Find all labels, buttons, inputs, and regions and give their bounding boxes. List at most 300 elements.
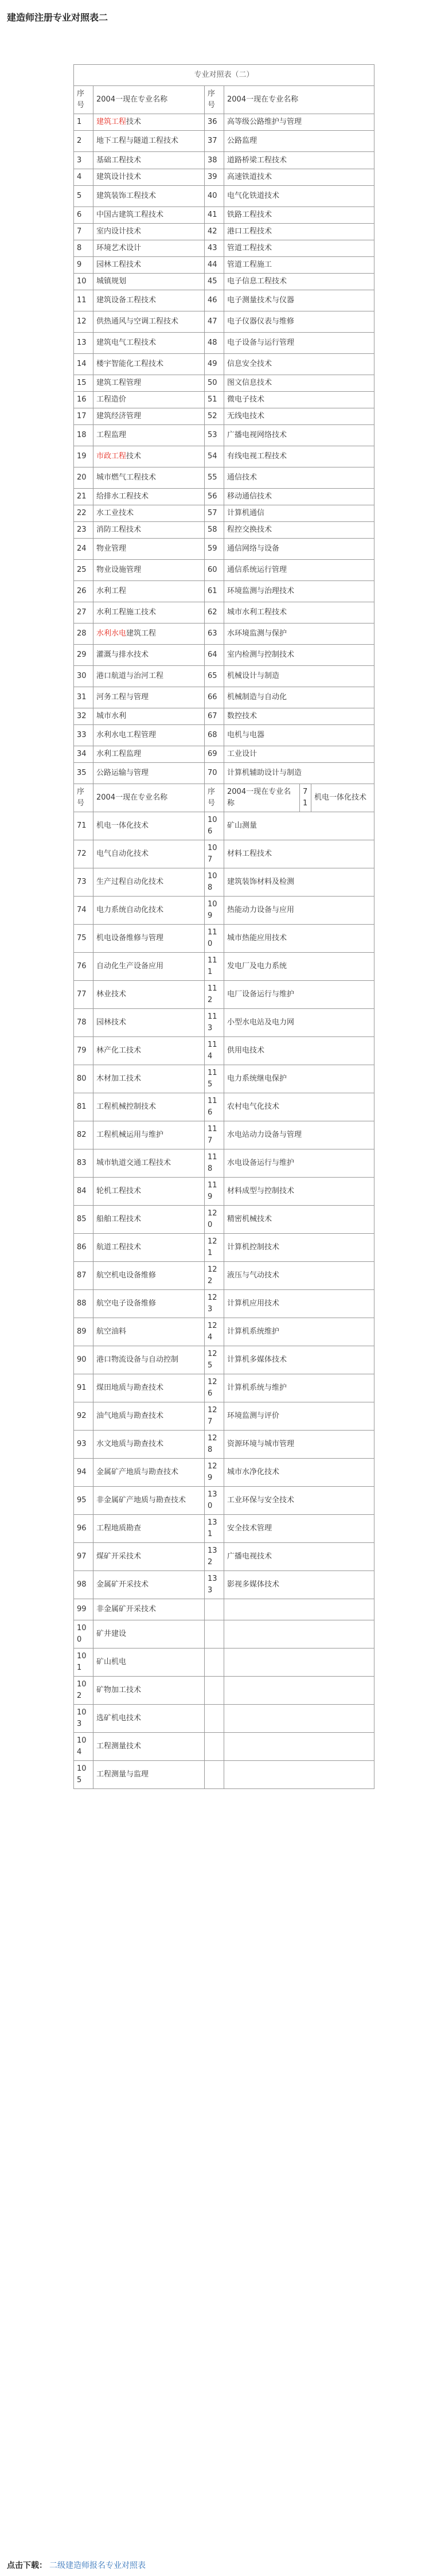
table-row <box>74 505 374 522</box>
row-no: 94 <box>74 1459 93 1487</box>
row-major: 工程测量与监理 <box>93 1761 205 1789</box>
row-major: 环境艺术设计 <box>93 240 205 257</box>
row-no: 131 <box>205 1515 224 1543</box>
table-row <box>74 1318 374 1346</box>
row-major: 市政工程技术 <box>93 446 205 467</box>
row-no: 97 <box>74 1543 93 1571</box>
row-no: 110 <box>205 925 224 953</box>
row-no: 90 <box>74 1346 93 1374</box>
row-no: 47 <box>205 311 224 333</box>
row-major: 公路监理 <box>224 131 374 152</box>
row-major: 煤矿开采技术 <box>93 1543 205 1571</box>
row-no: 49 <box>205 354 224 375</box>
row-major <box>224 1677 374 1705</box>
table-row <box>74 868 374 897</box>
row-no: 121 <box>205 1234 224 1262</box>
table-row <box>74 311 374 333</box>
row-major: 楼宇智能化工程技术 <box>93 354 205 375</box>
row-major: 环境监测与评价 <box>224 1402 374 1431</box>
row-no: 27 <box>74 602 93 623</box>
table-row <box>74 1459 374 1487</box>
row-no: 66 <box>205 687 224 708</box>
row-no: 109 <box>205 897 224 925</box>
row-major: 建筑设计技术 <box>93 169 205 186</box>
table-row <box>74 953 374 981</box>
row-no: 50 <box>205 375 224 392</box>
row-no: 11 <box>74 290 93 311</box>
row-major: 港口物流设备与自动控制 <box>93 1346 205 1374</box>
table-row <box>74 1374 374 1402</box>
table-row <box>74 274 374 290</box>
row-major: 煤田地质与勘查技术 <box>93 1374 205 1402</box>
row-major: 河务工程与管理 <box>93 687 205 708</box>
row-no: 92 <box>74 1402 93 1431</box>
table-row <box>74 1290 374 1318</box>
row-major: 矿物加工技术 <box>93 1677 205 1705</box>
table-row <box>74 1037 374 1065</box>
row-no: 69 <box>205 746 224 763</box>
row-major: 程控交换技术 <box>224 522 374 539</box>
row-major: 微电子技术 <box>224 392 374 408</box>
row-major: 建筑工程管理 <box>93 375 205 392</box>
row-major: 园林技术 <box>93 1009 205 1037</box>
row-major <box>224 1649 374 1677</box>
row-major: 广播电视技术 <box>224 1543 374 1571</box>
table-row <box>74 602 374 623</box>
row-major: 铁路工程技术 <box>224 207 374 224</box>
table-row <box>74 207 374 224</box>
row-no: 120 <box>205 1206 224 1234</box>
row-no: 67 <box>205 708 224 725</box>
row-no: 126 <box>205 1374 224 1402</box>
row-no: 68 <box>205 725 224 746</box>
row-major: 移动通信技术 <box>224 489 374 505</box>
row-no: 48 <box>205 333 224 354</box>
table-row <box>74 290 374 311</box>
table-row <box>74 897 374 925</box>
row-major: 材料工程技术 <box>224 840 374 868</box>
highlighted-keyword[interactable]: 建筑工程 <box>96 118 127 126</box>
row-major: 工程机械运用与维护 <box>93 1121 205 1149</box>
row-major: 建筑装饰工程技术 <box>93 186 205 207</box>
row-major: 液压与气动技术 <box>224 1262 374 1290</box>
row-no: 37 <box>205 131 224 152</box>
header-extra-major: 机电一体化技术 <box>311 784 374 812</box>
row-major: 道路桥梁工程技术 <box>224 152 374 169</box>
row-major: 农村电气化技术 <box>224 1093 374 1121</box>
row-major <box>224 1620 374 1649</box>
download-link[interactable]: 二级建造师报名专业对照表 <box>49 2561 146 2570</box>
table-row <box>74 1543 374 1571</box>
row-no: 2 <box>74 131 93 152</box>
row-major: 机械制造与自动化 <box>224 687 374 708</box>
row-major: 工程地质勘查 <box>93 1515 205 1543</box>
table-row <box>74 1677 374 1705</box>
row-no: 6 <box>74 207 93 224</box>
row-major: 发电厂及电力系统 <box>224 953 374 981</box>
row-major: 电子测量技术与仪器 <box>224 290 374 311</box>
row-no: 59 <box>205 539 224 560</box>
row-major: 城市水利 <box>93 708 205 725</box>
row-major: 城市燃气工程技术 <box>93 467 205 489</box>
row-major: 工业设计 <box>224 746 374 763</box>
table-row <box>74 1234 374 1262</box>
row-no: 28 <box>74 623 93 645</box>
header-extra-no: 71 <box>300 784 311 812</box>
row-major: 计算机多媒体技术 <box>224 1346 374 1374</box>
table-row <box>74 152 374 169</box>
row-major: 林产化工技术 <box>93 1037 205 1065</box>
row-major: 热能动力设备与应用 <box>224 897 374 925</box>
row-no: 33 <box>74 725 93 746</box>
row-no: 108 <box>205 868 224 897</box>
table-row <box>74 581 374 602</box>
row-major: 航空电子设备维修 <box>93 1290 205 1318</box>
row-no: 15 <box>74 375 93 392</box>
row-no: 46 <box>205 290 224 311</box>
row-no: 8 <box>74 240 93 257</box>
row-major: 建筑经济管理 <box>93 408 205 425</box>
table-row <box>74 1599 374 1620</box>
row-major: 水利工程监理 <box>93 746 205 763</box>
row-no: 41 <box>205 207 224 224</box>
table-row <box>74 812 374 840</box>
table-row <box>74 645 374 666</box>
row-no: 14 <box>74 354 93 375</box>
row-major: 广播电视网络技术 <box>224 425 374 446</box>
table-row <box>74 687 374 708</box>
header-major: 2004一现在专业名称 <box>224 784 300 812</box>
header-major: 2004一现在专业名称 <box>93 784 205 812</box>
table-row <box>74 392 374 408</box>
table-row <box>74 840 374 868</box>
row-no: 61 <box>205 581 224 602</box>
table-row <box>74 1065 374 1093</box>
row-no: 74 <box>74 897 93 925</box>
table-row <box>74 539 374 560</box>
row-no: 34 <box>74 746 93 763</box>
row-major: 水利水电建筑工程 <box>93 623 205 645</box>
row-no: 80 <box>74 1065 93 1093</box>
row-no <box>205 1761 224 1789</box>
row-major: 图文信息技术 <box>224 375 374 392</box>
row-no: 102 <box>74 1677 93 1705</box>
table-row <box>74 1705 374 1733</box>
row-no: 78 <box>74 1009 93 1037</box>
row-major: 建筑设备工程技术 <box>93 290 205 311</box>
row-no: 64 <box>205 645 224 666</box>
table-row <box>74 981 374 1009</box>
row-major: 室内检测与控制技术 <box>224 645 374 666</box>
table-row <box>74 763 374 784</box>
row-no: 5 <box>74 186 93 207</box>
row-no: 40 <box>205 186 224 207</box>
row-no: 117 <box>205 1121 224 1149</box>
row-no: 58 <box>205 522 224 539</box>
row-no: 93 <box>74 1431 93 1459</box>
row-no: 56 <box>205 489 224 505</box>
row-no: 62 <box>205 602 224 623</box>
row-no: 98 <box>74 1571 93 1599</box>
row-no: 106 <box>205 812 224 840</box>
row-major: 水环境监测与保护 <box>224 623 374 645</box>
header-major: 2004一现在专业名称 <box>224 86 374 114</box>
row-no: 82 <box>74 1121 93 1149</box>
row-major: 数控技术 <box>224 708 374 725</box>
row-no: 132 <box>205 1543 224 1571</box>
row-major <box>224 1705 374 1733</box>
row-no: 3 <box>74 152 93 169</box>
row-no: 89 <box>74 1318 93 1346</box>
row-no: 105 <box>74 1761 93 1789</box>
row-no: 12 <box>74 311 93 333</box>
row-major: 工程监理 <box>93 425 205 446</box>
row-major: 通信网络与设备 <box>224 539 374 560</box>
row-no: 115 <box>205 1065 224 1093</box>
row-major: 木材加工技术 <box>93 1065 205 1093</box>
row-major: 水文地质与勘查技术 <box>93 1431 205 1459</box>
table-row <box>74 666 374 687</box>
row-major: 建筑装饰材料及检测 <box>224 868 374 897</box>
row-no: 84 <box>74 1178 93 1206</box>
major-comparison-table <box>73 64 374 1789</box>
row-major: 电子设备与运行管理 <box>224 333 374 354</box>
row-major: 城市水利工程技术 <box>224 602 374 623</box>
row-no: 99 <box>74 1599 93 1620</box>
row-major <box>224 1761 374 1789</box>
row-no: 45 <box>205 274 224 290</box>
table-header-row <box>74 784 374 812</box>
table-row <box>74 425 374 446</box>
table-row <box>74 1733 374 1761</box>
row-major: 城市水净化技术 <box>224 1459 374 1487</box>
row-major: 室内设计技术 <box>93 224 205 240</box>
table-row <box>74 1515 374 1543</box>
row-no: 125 <box>205 1346 224 1374</box>
row-no: 36 <box>205 114 224 131</box>
row-major: 电气化铁道技术 <box>224 186 374 207</box>
row-no: 73 <box>74 868 93 897</box>
row-no: 1 <box>74 114 93 131</box>
row-major: 电子仪器仪表与维修 <box>224 311 374 333</box>
row-no: 111 <box>205 953 224 981</box>
row-no: 32 <box>74 708 93 725</box>
row-no: 39 <box>205 169 224 186</box>
row-major: 灌溉与排水技术 <box>93 645 205 666</box>
row-no: 23 <box>74 522 93 539</box>
highlighted-keyword[interactable]: 水利水电 <box>96 629 127 638</box>
table-row <box>74 1178 374 1206</box>
row-major: 小型水电站及电力网 <box>224 1009 374 1037</box>
row-major: 计算机系统与维护 <box>224 1374 374 1402</box>
row-no: 104 <box>74 1733 93 1761</box>
row-no: 60 <box>205 560 224 581</box>
row-no: 24 <box>74 539 93 560</box>
table-row <box>74 114 374 131</box>
row-no <box>205 1620 224 1649</box>
row-major: 计算机通信 <box>224 505 374 522</box>
row-no: 119 <box>205 1178 224 1206</box>
row-major: 水利水电工程管理 <box>93 725 205 746</box>
row-no: 112 <box>205 981 224 1009</box>
row-no: 26 <box>74 581 93 602</box>
table-row <box>74 1649 374 1677</box>
row-major: 轮机工程技术 <box>93 1178 205 1206</box>
row-no: 30 <box>74 666 93 687</box>
row-major: 精密机械技术 <box>224 1206 374 1234</box>
row-no: 51 <box>205 392 224 408</box>
row-no: 25 <box>74 560 93 581</box>
row-major: 管道工程施工 <box>224 257 374 274</box>
header-no: 序号 <box>74 784 93 812</box>
row-major: 通信技术 <box>224 467 374 489</box>
row-major: 建筑工程技术 <box>93 114 205 131</box>
download-label: 点击下载： <box>7 2561 47 2570</box>
table-row <box>74 1262 374 1290</box>
row-no: 70 <box>205 763 224 784</box>
row-major: 金属矿开采技术 <box>93 1571 205 1599</box>
row-major: 航空机电设备维修 <box>93 1262 205 1290</box>
row-major: 电气自动化技术 <box>93 840 205 868</box>
table-row <box>74 725 374 746</box>
row-no: 124 <box>205 1318 224 1346</box>
row-no: 65 <box>205 666 224 687</box>
row-major: 计算机系统维护 <box>224 1318 374 1346</box>
row-major: 计算机控制技术 <box>224 1234 374 1262</box>
row-major: 信息安全技术 <box>224 354 374 375</box>
row-major: 工程机械控制技术 <box>93 1093 205 1121</box>
table-row <box>74 1121 374 1149</box>
header-major: 2004一现在专业名称 <box>93 86 205 114</box>
table-row <box>74 560 374 581</box>
row-no: 13 <box>74 333 93 354</box>
row-no: 72 <box>74 840 93 868</box>
row-no: 100 <box>74 1620 93 1649</box>
row-no: 87 <box>74 1262 93 1290</box>
row-no: 18 <box>74 425 93 446</box>
table-row <box>74 224 374 240</box>
row-major: 水电设备运行与维护 <box>224 1149 374 1178</box>
row-no: 57 <box>205 505 224 522</box>
row-major: 矿山机电 <box>93 1649 205 1677</box>
row-major: 城市轨道交通工程技术 <box>93 1149 205 1178</box>
row-no: 43 <box>205 240 224 257</box>
table-caption: 专业对照表（二） <box>74 65 374 86</box>
row-major: 非金属矿开采技术 <box>93 1599 205 1620</box>
row-no: 113 <box>205 1009 224 1037</box>
row-no: 29 <box>74 645 93 666</box>
table-row <box>74 925 374 953</box>
row-major: 矿山测量 <box>224 812 374 840</box>
row-major: 物业管理 <box>93 539 205 560</box>
table-row <box>74 354 374 375</box>
row-no <box>205 1705 224 1733</box>
table-row <box>74 1009 374 1037</box>
table-row <box>74 1487 374 1515</box>
row-no: 83 <box>74 1149 93 1178</box>
highlighted-keyword[interactable]: 市政工程 <box>96 452 127 461</box>
row-no: 122 <box>205 1262 224 1290</box>
row-no <box>205 1599 224 1620</box>
header-no: 序号 <box>74 86 93 114</box>
row-no: 128 <box>205 1431 224 1459</box>
table-row <box>74 1402 374 1431</box>
row-major: 有线电视工程技术 <box>224 446 374 467</box>
row-major: 给排水工程技术 <box>93 489 205 505</box>
row-no: 17 <box>74 408 93 425</box>
row-major: 自动化生产设备应用 <box>93 953 205 981</box>
row-major: 水工业技术 <box>93 505 205 522</box>
row-no: 38 <box>205 152 224 169</box>
row-no: 133 <box>205 1571 224 1599</box>
row-no: 88 <box>74 1290 93 1318</box>
row-major: 港口工程技术 <box>224 224 374 240</box>
row-major: 矿井建设 <box>93 1620 205 1649</box>
row-no: 9 <box>74 257 93 274</box>
row-major: 材料成型与控制技术 <box>224 1178 374 1206</box>
row-major: 工业环保与安全技术 <box>224 1487 374 1515</box>
table-row <box>74 257 374 274</box>
row-no: 54 <box>205 446 224 467</box>
row-major: 选矿机电技术 <box>93 1705 205 1733</box>
row-no: 123 <box>205 1290 224 1318</box>
row-no: 127 <box>205 1402 224 1431</box>
row-major: 安全技术管理 <box>224 1515 374 1543</box>
table-row <box>74 467 374 489</box>
row-no: 103 <box>74 1705 93 1733</box>
row-no: 4 <box>74 169 93 186</box>
row-major: 工程测量技术 <box>93 1733 205 1761</box>
row-no: 22 <box>74 505 93 522</box>
row-major: 船舶工程技术 <box>93 1206 205 1234</box>
row-major: 公路运输与管理 <box>93 763 205 784</box>
row-no <box>205 1649 224 1677</box>
row-major: 无线电技术 <box>224 408 374 425</box>
table-row <box>74 240 374 257</box>
row-no: 79 <box>74 1037 93 1065</box>
row-no: 76 <box>74 953 93 981</box>
row-major: 非金属矿产地质与勘查技术 <box>93 1487 205 1515</box>
row-no: 86 <box>74 1234 93 1262</box>
row-major: 供用电技术 <box>224 1037 374 1065</box>
table-row <box>74 1093 374 1121</box>
row-major: 电机与电器 <box>224 725 374 746</box>
row-major: 水利工程施工技术 <box>93 602 205 623</box>
row-no <box>205 1733 224 1761</box>
row-no: 31 <box>74 687 93 708</box>
row-no <box>205 1677 224 1705</box>
row-no: 44 <box>205 257 224 274</box>
row-major: 航空油料 <box>93 1318 205 1346</box>
row-no: 7 <box>74 224 93 240</box>
row-major: 电力系统自动化技术 <box>93 897 205 925</box>
row-no: 81 <box>74 1093 93 1121</box>
table-row <box>74 1761 374 1789</box>
row-major: 航道工程技术 <box>93 1234 205 1262</box>
row-major: 高速铁道技术 <box>224 169 374 186</box>
row-major: 中国古建筑工程技术 <box>93 207 205 224</box>
table-row <box>74 489 374 505</box>
row-no: 55 <box>205 467 224 489</box>
row-no: 91 <box>74 1374 93 1402</box>
row-major: 高等级公路维护与管理 <box>224 114 374 131</box>
row-major: 基础工程技术 <box>93 152 205 169</box>
row-no: 21 <box>74 489 93 505</box>
row-no: 20 <box>74 467 93 489</box>
table-row <box>74 1620 374 1649</box>
header-no: 序号 <box>205 86 224 114</box>
table-row <box>74 186 374 207</box>
